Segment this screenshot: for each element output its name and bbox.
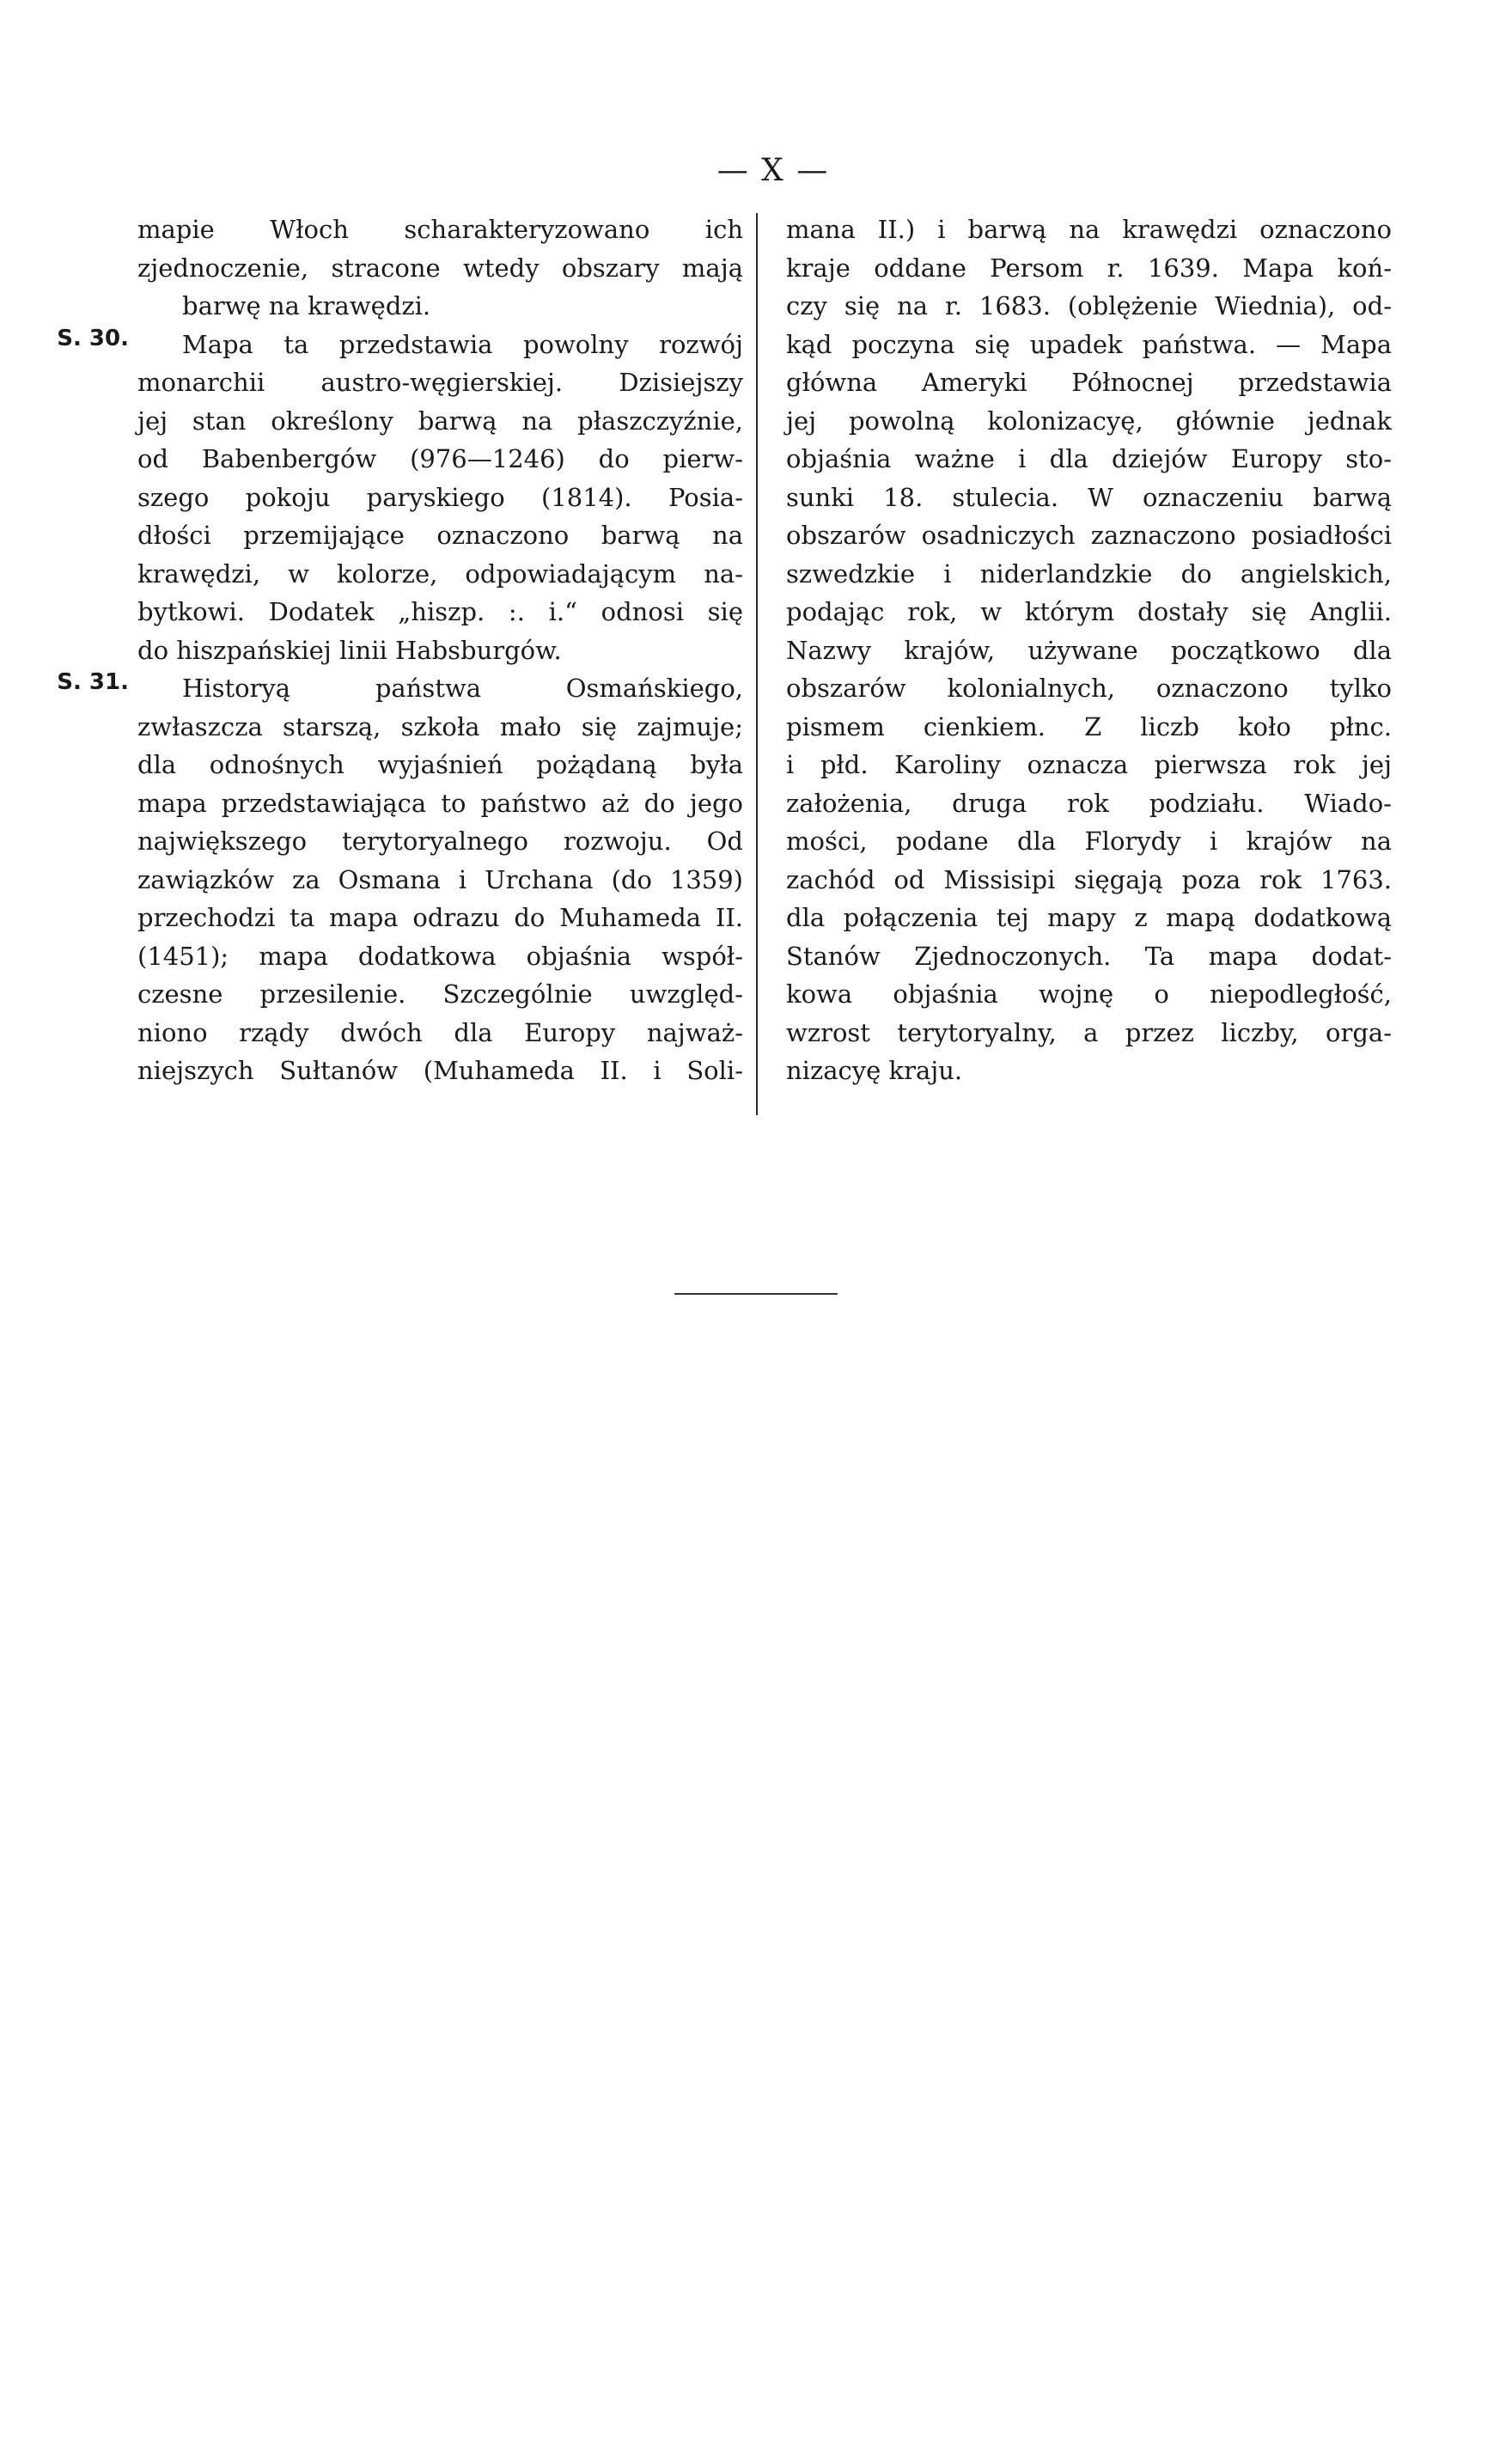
text-line: podając rok, w którym dostały się Anglii.	[786, 597, 1392, 626]
text-line: zachód od Missisipi sięgają poza rok 1763.	[786, 864, 1392, 894]
text-line: kraje oddane Persom r. 1639. Mapa koń-	[786, 253, 1392, 283]
text-line: sunki 18. stulecia. W oznaczeniu barwą	[786, 482, 1392, 512]
text-line: czy się na r. 1683. (oblężenie Wiednia), od-	[786, 291, 1392, 320]
text-line: kąd poczyna się upadek państwa. — Mapa	[786, 329, 1392, 359]
text-line: zawiązków za Osmana i Urchana (do 1359)	[137, 864, 743, 894]
text-line: objaśnia ważne i dla dziejów Europy sto-	[786, 444, 1392, 473]
text-line: pismem cienkiem. Z liczb koło płnc.	[786, 711, 1392, 741]
text-line: monarchii austro-węgierskiej. Dzisiejszy	[137, 368, 743, 397]
text-line: zjednoczenie, stracone wtedy obszary mają	[137, 253, 743, 283]
text-line: dla połączenia tej mapy z mapą dodatkową	[786, 903, 1392, 932]
text-line: dla odnośnych wyjaśnień pożądaną była	[137, 750, 743, 779]
text-line: krawędzi, w kolorze, odpowiadającym na-	[137, 558, 743, 589]
left-column	[57, 210, 743, 1090]
text-line: założenia, druga rok podziału. Wiado-	[786, 788, 1392, 818]
text-line: niono rządy dwóch dla Europy najważ-	[137, 1017, 743, 1047]
text-line: główna Ameryki Północnej przedstawia	[786, 368, 1392, 397]
text-line: jej stan określony barwą na płaszczyźnie,	[137, 406, 743, 436]
text-line: dłości przemijające oznaczono barwą na	[137, 521, 743, 550]
text-line: obszarów kolonialnych, oznaczono tylko	[786, 674, 1392, 703]
text-line: zwłaszcza starszą, szkoła mało się zajmuje;	[137, 711, 743, 741]
section-marker-31: S. 31.	[57, 669, 129, 695]
text-line: wzrost terytoryalny, a przez liczby, orga-	[786, 1017, 1392, 1047]
text-line: mapa przedstawiająca to państwo aż do jego	[137, 788, 743, 818]
text-line: szwedzkie i niderlandzkie do angielskich,	[786, 558, 1392, 589]
text-line: jej powolną kolonizacyę, głównie jednak	[786, 406, 1392, 436]
text-line: Historyą państwa Osmańskiego,	[182, 674, 743, 703]
text-line: mości, podane dla Florydy i krajów na	[786, 827, 1392, 856]
text-line: największego terytoryalnego rozwoju. Od	[137, 827, 743, 856]
text-line: szego pokoju paryskiego (1814). Posia-	[137, 482, 743, 512]
text-line: do hiszpańskiej linii Habsburgów.	[137, 635, 562, 665]
text-line: bytkowi. Dodatek „hiszp. :. i.“ odnosi się	[137, 597, 743, 626]
text-line: obszarów osadniczych zaznaczono posiadłości	[786, 521, 1392, 550]
text-line: i płd. Karoliny oznacza pierwsza rok jej	[786, 750, 1392, 779]
text-line: przechodzi ta mapa odrazu do Muhameda II.	[137, 903, 743, 932]
closing-rule	[674, 1293, 838, 1295]
text-line: mapie Włoch scharakteryzowano ich	[137, 215, 743, 244]
text-line: Mapa ta przedstawia powolny rozwój	[182, 329, 743, 359]
text-line: mana II.) i barwą na krawędzi oznaczono	[786, 215, 1392, 244]
page-number: — X —	[716, 153, 830, 188]
column-divider	[756, 213, 758, 1115]
text-line: Nazwy krajów, używane początkowo dla	[786, 635, 1392, 665]
text-line: barwę na krawędzi.	[182, 291, 431, 320]
section-marker-30: S. 30.	[57, 325, 129, 351]
text-line: kowa objaśnia wojnę o niepodległość,	[786, 979, 1392, 1009]
right-column	[786, 210, 1392, 1090]
text-line: Stanów Zjednoczonych. Ta mapa dodat-	[786, 941, 1392, 971]
text-line: (1451); mapa dodatkowa objaśnia współ-	[137, 941, 743, 971]
text-line: czesne przesilenie. Szczególnie uwzględ-	[137, 979, 743, 1009]
text-line: niejszych Sułtanów (Muhameda II. i Soli-	[137, 1056, 743, 1085]
text-line: od Babenbergów (976—1246) do pierw-	[137, 444, 743, 473]
text-line: nizacyę kraju.	[786, 1056, 963, 1085]
